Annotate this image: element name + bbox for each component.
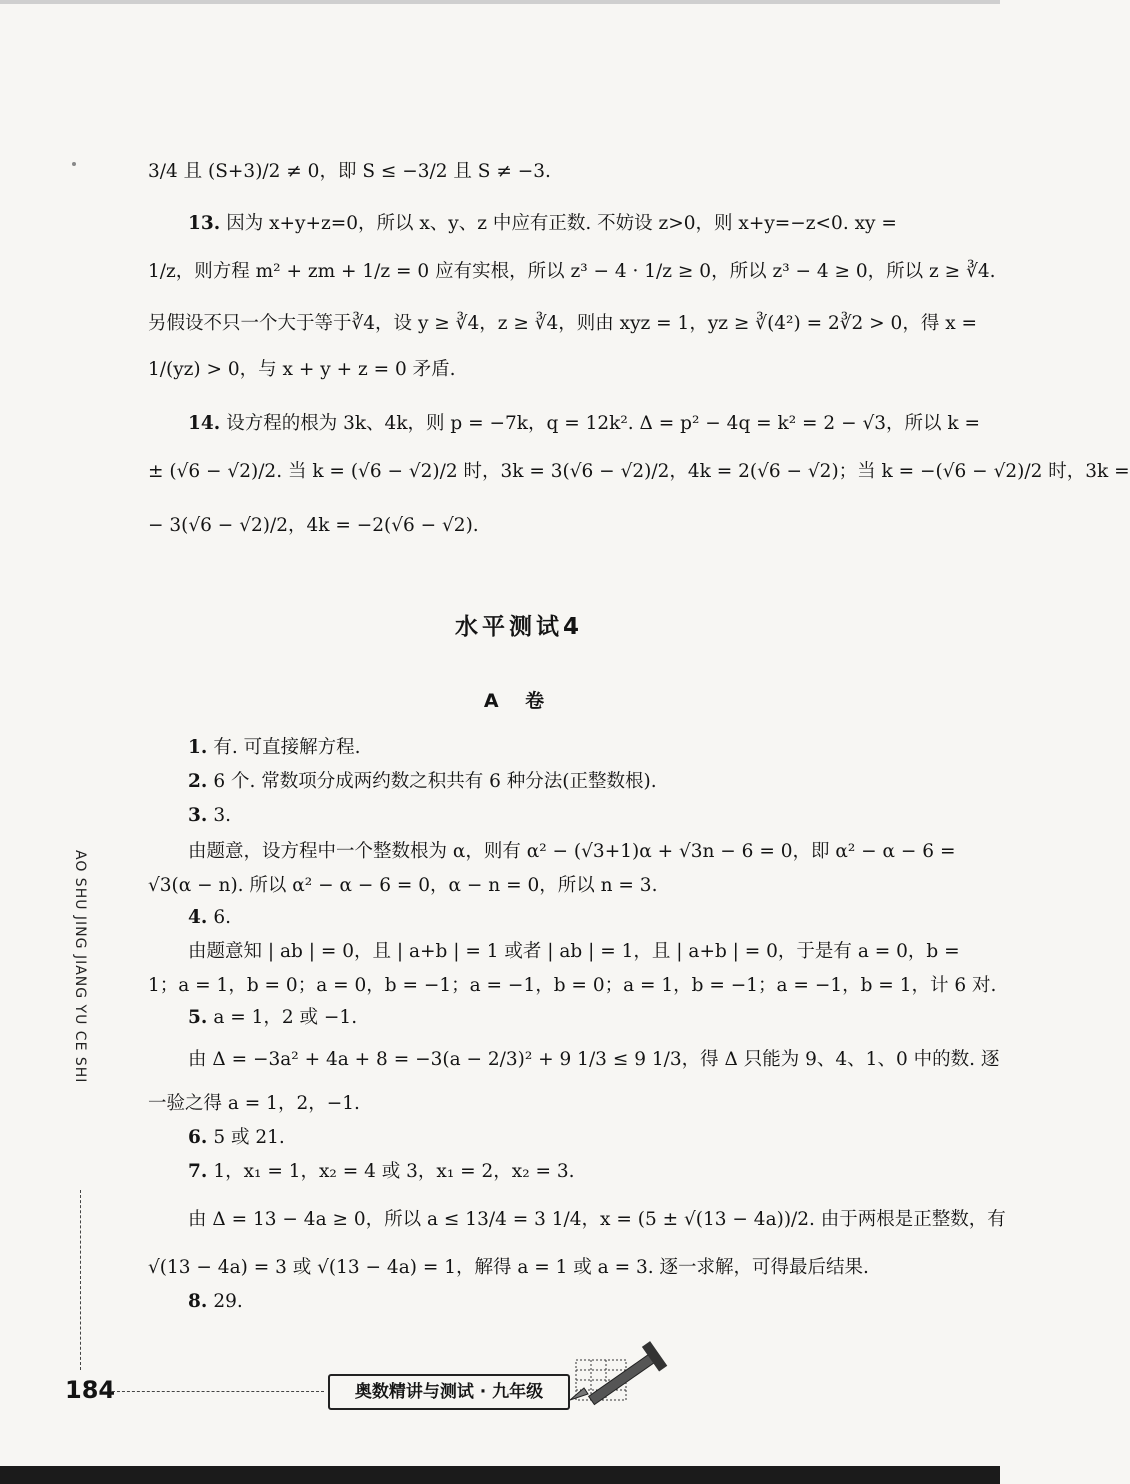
text-line: 1/z，则方程 m² + zm + 1/z = 0 应有实根，所以 z³ − 4 · 1/z ≥ 0，所以 z³ − 4 ≥ 0，所以 z ≥ ∛4. (148, 261, 996, 282)
answer-4: 4. 6. (188, 907, 231, 928)
text-line: 由题意，设方程中一个整数根为 α，则有 α² − (√3+1)α + √3n − 6 = 0，即 α² − α − 6 = (188, 841, 956, 862)
problem-number: 5. (188, 1007, 208, 1028)
text-line: 1；a = 1，b = 0；a = 0，b = −1；a = −1，b = 0；a = 1，b = −1；a = −1，b = 1，计 6 对. (148, 975, 997, 996)
text-line: 一验之得 a = 1，2，−1. (148, 1093, 360, 1114)
answer-6: 6. 5 或 21. (188, 1127, 285, 1148)
side-dashed-line (80, 1190, 81, 1370)
footer-dashed-line (112, 1391, 324, 1392)
text-line: ± (√6 − √2)/2. 当 k = (√6 − √2)/2 时，3k = 3(√6 − √2)/2，4k = 2(√6 − √2)；当 k = −(√6 − √2)/2 时，3k = (148, 461, 1130, 482)
problem-number: 2. (188, 771, 208, 792)
problem-number: 3. (188, 805, 208, 826)
scan-speck (72, 162, 76, 166)
text-line: 由题意知 | ab | = 0，且 | a+b | = 1 或者 | ab | = 1，且 | a+b | = 0，于是有 a = 0，b = (188, 941, 960, 962)
answer-8: 8. 29. (188, 1291, 243, 1312)
problem-number: 13. (188, 213, 221, 234)
text-line: √3(α − n). 所以 α² − α − 6 = 0，α − n = 0，所以 n = 3. (148, 875, 658, 896)
text-line: 3/4 且 (S+3)/2 ≠ 0，即 S ≤ −3/2 且 S ≠ −3. (148, 161, 551, 182)
book-title-box: 奥数精讲与测试 · 九年级 (328, 1374, 570, 1410)
problem-number: 1. (188, 737, 208, 758)
text-line: 另假设不只一个大于等于∛4，设 y ≥ ∛4，z ≥ ∛4，则由 xyz = 1，yz ≥ ∛(4²) = 2∛2 > 0，得 x = (148, 313, 978, 334)
problem-number: 14. (188, 413, 221, 434)
answer-3: 3. 3. (188, 805, 231, 826)
answer-2: 2. 6 个. 常数项分成两约数之积共有 6 种分法(正整数根). (188, 771, 657, 792)
scan-edge-bottom (0, 1466, 1000, 1484)
problem-13: 13. 因为 x+y+z=0，所以 x、y、z 中应有正数. 不妨设 z>0，则 x+y=−z<0. xy = (188, 213, 897, 234)
text-line: − 3(√6 − √2)/2，4k = −2(√6 − √2). (148, 515, 479, 536)
text-line: 由 Δ = 13 − 4a ≥ 0，所以 a ≤ 13/4 = 3 1/4，x = (5 ± √(13 − 4a))/2. 由于两根是正整数，有 (188, 1209, 1006, 1230)
problem-number: 4. (188, 907, 208, 928)
section-title: 水平测试4 (454, 614, 583, 640)
problem-number: 8. (188, 1291, 208, 1312)
answer-1: 1. 有. 可直接解方程. (188, 737, 361, 758)
problem-14: 14. 设方程的根为 3k、4k，则 p = −7k，q = 12k². Δ = p² − 4q = k² = 2 − √3，所以 k = (188, 413, 981, 434)
answer-5: 5. a = 1，2 或 −1. (188, 1007, 358, 1028)
pencil-ruler-icon (566, 1340, 676, 1420)
problem-number: 6. (188, 1127, 208, 1148)
text-line: √(13 − 4a) = 3 或 √(13 − 4a) = 1，解得 a = 1 或 a = 3. 逐一求解，可得最后结果. (148, 1257, 869, 1278)
answer-7: 7. 1，x₁ = 1，x₂ = 4 或 3，x₁ = 2，x₂ = 3. (188, 1161, 575, 1182)
page-number: 184 (65, 1376, 116, 1404)
text-line: 由 Δ = −3a² + 4a + 8 = −3(a − 2/3)² + 9 1/3 ≤ 9 1/3，得 Δ 只能为 9、4、1、0 中的数. 逐 (188, 1049, 1000, 1070)
side-running-text: AO SHU JING JIANG YU CE SHI (72, 850, 88, 1084)
problem-number: 7. (188, 1161, 208, 1182)
section-subtitle: A 卷 (483, 690, 555, 712)
text-line: 1/(yz) > 0，与 x + y + z = 0 矛盾. (148, 359, 456, 380)
scan-edge-top (0, 0, 1000, 4)
